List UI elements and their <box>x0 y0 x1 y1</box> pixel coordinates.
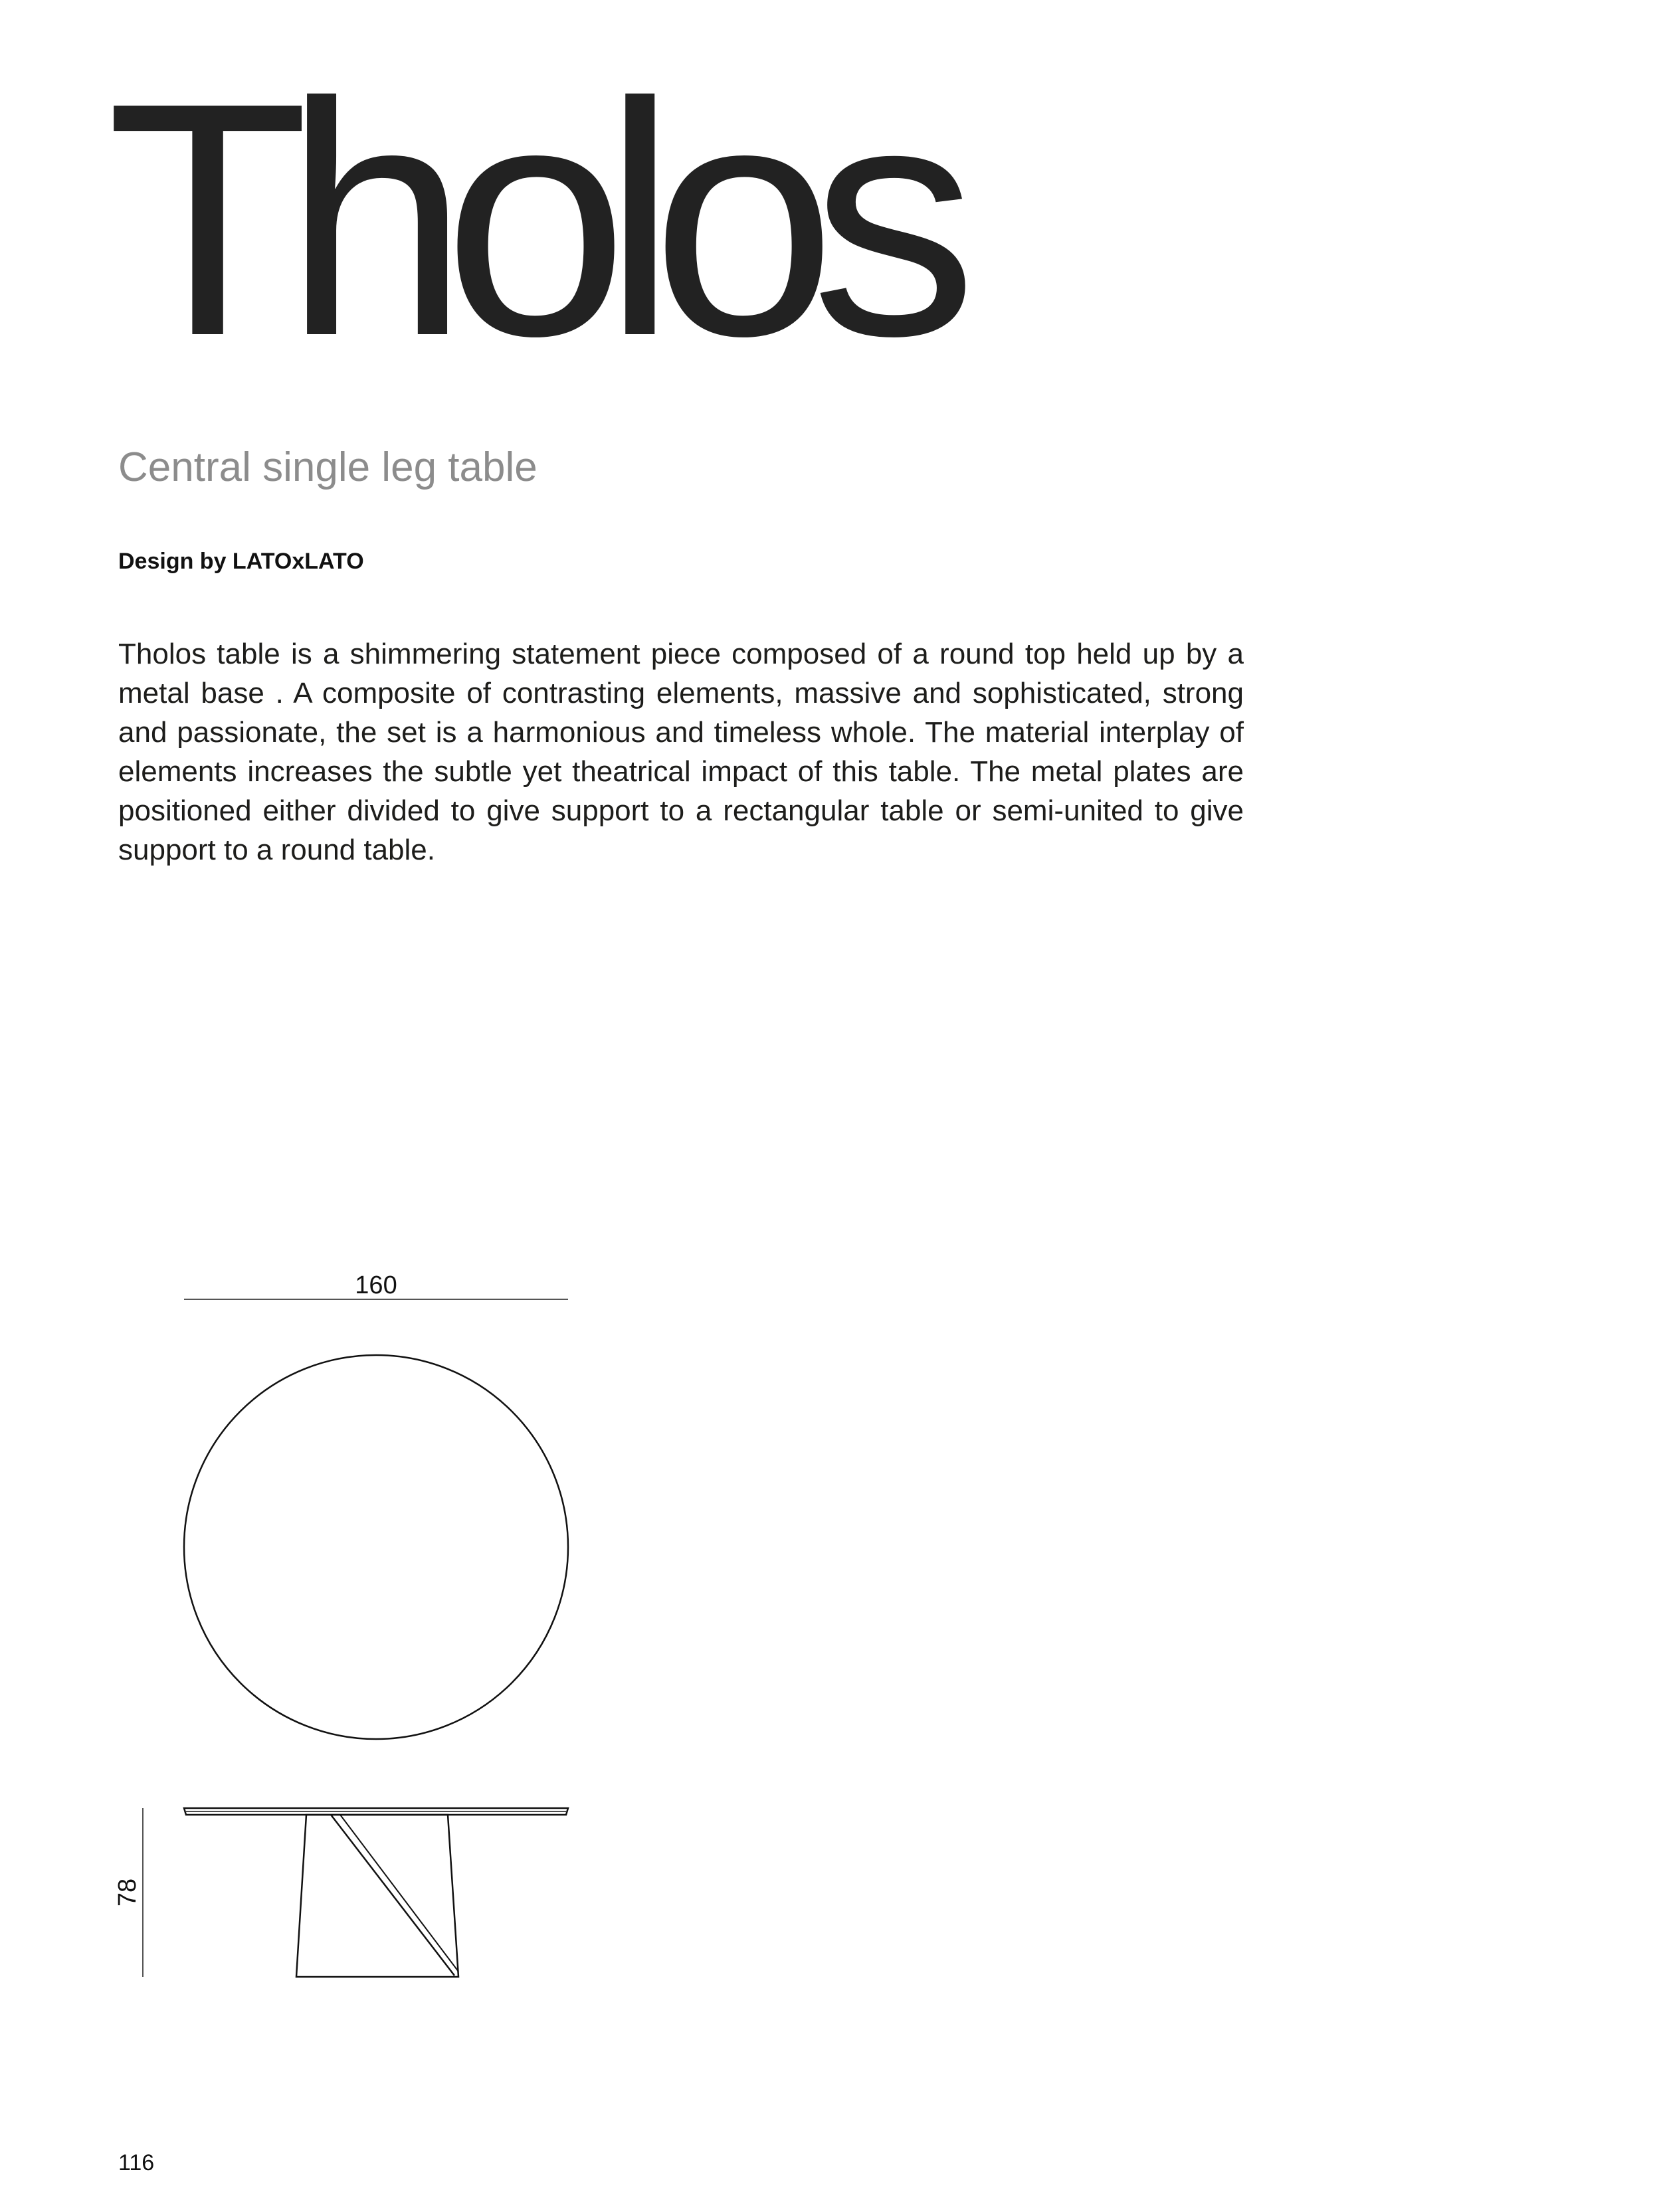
designer-credit: Design by LATOxLATO <box>118 549 364 574</box>
product-subtitle: Central single leg table <box>118 444 537 490</box>
width-dimension-label: 160 <box>355 1271 397 1299</box>
page-number: 116 <box>118 2150 155 2175</box>
leg-plate-line <box>331 1815 454 1976</box>
table-top-view <box>184 1355 568 1739</box>
product-description: Tholos table is a shimmering statement piece composed of a round top held up by a metal base . A composite of contrasting elements, massive and sophisticated, strong and passionate, the set is a harmonious and timeless whole. The material interplay of elements increases the subtle yet theatrical impact of this table. The metal plates are positioned either divided to give support to a rectangular table or semi-united to give support to a round table. <box>118 638 1244 866</box>
page-title: Tholos <box>106 33 952 405</box>
leg-plate-line-inner <box>340 1815 458 1972</box>
table-leg-side-view <box>296 1815 458 1977</box>
height-dimension-label: 78 <box>114 1878 142 1907</box>
